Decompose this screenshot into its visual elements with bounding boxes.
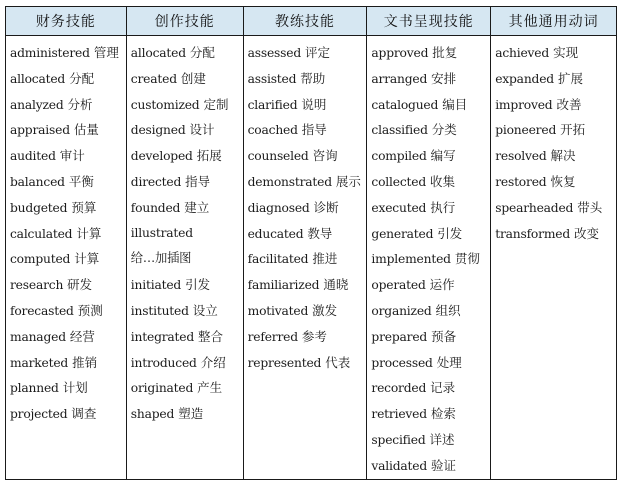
list-item: [371, 40, 490, 66]
english-verb: educated: [247, 226, 304, 241]
list-item: [248, 117, 367, 143]
chinese-translation: 贯彻: [454, 251, 480, 267]
chinese-translation: 帮助: [300, 70, 326, 86]
english-verb: calculated: [10, 226, 73, 241]
english-verb: counseled: [247, 149, 309, 164]
skills-verb-table: [5, 6, 617, 480]
column-financial-skills: [6, 36, 127, 479]
english-verb: illustrated: [130, 225, 193, 240]
english-verb: classified: [371, 123, 428, 138]
list-item: [248, 40, 367, 66]
chinese-translation: 评定: [305, 45, 331, 60]
list-item: [371, 169, 490, 195]
chinese-translation: 定制: [203, 96, 229, 112]
english-verb: restored: [495, 174, 547, 189]
chinese-translation: 推进: [312, 251, 338, 267]
english-verb: organized: [371, 303, 432, 318]
chinese-translation: 激发: [312, 302, 338, 318]
english-verb: initiated: [130, 278, 182, 293]
list-item: [371, 246, 490, 272]
list-item: [371, 401, 490, 427]
list-item: [131, 66, 243, 92]
english-verb: created: [130, 71, 177, 86]
english-verb: forecasted: [10, 303, 74, 318]
chinese-translation: 创建: [180, 70, 206, 86]
chinese-translation: 收集: [430, 173, 456, 189]
list-item: [131, 221, 243, 247]
list-item: [495, 195, 616, 221]
table-body-row: [6, 36, 616, 479]
english-verb: improved: [495, 97, 553, 112]
english-verb: retrieved: [371, 407, 427, 422]
list-item: [248, 246, 367, 272]
chinese-translation: 设立: [192, 302, 218, 318]
english-verb: marketed: [10, 355, 69, 370]
chinese-translation: 详述: [429, 431, 455, 447]
english-verb: generated: [371, 226, 434, 241]
chinese-translation: 经营: [69, 328, 95, 344]
chinese-translation: 编写: [430, 148, 456, 164]
chinese-translation: 研发: [67, 277, 93, 293]
chinese-translation: 指导: [185, 173, 211, 189]
chinese-translation: 编目: [442, 96, 468, 112]
list-item: [131, 246, 243, 272]
chinese-translation: 计划: [62, 380, 88, 396]
chinese-translation: 实现: [553, 45, 579, 60]
chinese-translation: 建立: [184, 199, 210, 215]
list-item: [248, 66, 367, 92]
chinese-translation: 拓展: [196, 148, 222, 164]
list-item: [10, 375, 126, 401]
english-verb: compiled: [371, 149, 427, 164]
list-item: [131, 40, 243, 66]
list-item: [371, 221, 490, 247]
chinese-translation: 审计: [59, 148, 85, 164]
list-item: [131, 169, 243, 195]
chinese-translation: 调查: [71, 406, 97, 422]
column-creative-skills: [127, 36, 244, 479]
list-item: [10, 40, 126, 66]
chinese-translation: 教导: [307, 225, 333, 241]
chinese-translation: 塑造: [178, 406, 204, 422]
english-verb: coached: [247, 123, 298, 138]
list-item: [10, 92, 126, 118]
english-verb: motivated: [247, 303, 309, 318]
chinese-translation: 分配: [69, 70, 95, 86]
chinese-translation: 带头: [577, 199, 603, 215]
english-verb: developed: [130, 149, 193, 164]
english-verb: diagnosed: [247, 200, 310, 215]
list-item: [131, 143, 243, 169]
chinese-translation: 安排: [431, 70, 457, 86]
english-verb: instituted: [130, 303, 189, 318]
english-verb: allocated: [10, 71, 66, 86]
english-verb: designed: [130, 123, 186, 138]
chinese-translation: 引发: [437, 225, 463, 241]
list-item: [495, 169, 616, 195]
english-verb: audited: [10, 149, 56, 164]
english-verb: founded: [130, 200, 181, 215]
chinese-translation: 改变: [574, 225, 600, 241]
chinese-translation: 平衡: [68, 173, 94, 189]
english-verb: resolved: [495, 149, 547, 164]
column-clerical-skills: [367, 36, 491, 479]
list-item: [371, 92, 490, 118]
chinese-translation: 设计: [189, 122, 215, 138]
english-verb: clarified: [247, 97, 298, 112]
english-verb: directed: [130, 174, 182, 189]
list-item: [131, 117, 243, 143]
list-item: [371, 453, 490, 479]
chinese-translation: 产生: [197, 380, 223, 396]
list-item: [371, 66, 490, 92]
english-verb: managed: [10, 329, 66, 344]
english-verb: appraised: [10, 123, 70, 138]
table-header-row: [6, 7, 616, 36]
english-verb: referred: [247, 329, 298, 344]
list-item: [495, 66, 616, 92]
list-item: [10, 143, 126, 169]
chinese-translation: 分类: [431, 122, 457, 138]
english-verb: specified: [371, 432, 426, 447]
chinese-translation: 诊断: [313, 199, 339, 215]
english-verb: spearheaded: [495, 200, 574, 215]
list-item: [10, 324, 126, 350]
column-general-verbs: [491, 36, 616, 479]
english-verb: shaped: [130, 407, 175, 422]
chinese-translation: 改善: [556, 96, 582, 112]
list-item: [371, 143, 490, 169]
list-item: [248, 143, 367, 169]
english-verb: projected: [10, 407, 68, 422]
list-item: [371, 298, 490, 324]
chinese-translation: 开拓: [560, 122, 586, 138]
list-item: [371, 324, 490, 350]
list-item: [131, 324, 243, 350]
chinese-translation: 管理: [93, 45, 119, 60]
english-verb: prepared: [371, 329, 428, 344]
list-item: [495, 40, 616, 66]
english-verb: catalogued: [371, 97, 439, 112]
list-item: [10, 272, 126, 298]
header-clerical-skills: 文书呈现技能: [367, 7, 491, 35]
list-item: [248, 92, 367, 118]
chinese-translation: 解决: [550, 148, 576, 164]
chinese-translation: 检索: [430, 406, 456, 422]
list-item: [371, 272, 490, 298]
english-verb: transformed: [495, 226, 571, 241]
english-verb: implemented: [371, 252, 451, 267]
chinese-translation: 运作: [429, 277, 455, 293]
english-verb: executed: [371, 200, 427, 215]
english-verb: administered: [10, 46, 90, 60]
list-item: [10, 298, 126, 324]
english-verb: demonstrated: [247, 174, 332, 189]
english-verb: customized: [130, 97, 200, 112]
english-verb: operated: [371, 278, 426, 293]
list-item: [248, 169, 367, 195]
chinese-translation: 整合: [198, 328, 224, 344]
list-item: [248, 324, 367, 350]
list-item: [495, 221, 616, 247]
header-coaching-skills: 教练技能: [244, 7, 368, 35]
english-verb: achieved: [495, 46, 550, 60]
list-item: [131, 298, 243, 324]
list-item: [131, 350, 243, 376]
column-coaching-skills: [244, 36, 368, 479]
english-verb: budgeted: [10, 200, 68, 215]
chinese-translation: 指导: [301, 122, 327, 138]
list-item: [248, 350, 367, 376]
chinese-translation: 通晓: [323, 277, 349, 293]
chinese-translation: 咨询: [312, 148, 338, 164]
header-financial-skills: 财务技能: [6, 7, 127, 35]
chinese-translation: 记录: [430, 380, 456, 396]
chinese-translation: 预测: [77, 302, 103, 318]
chinese-translation: 说明: [301, 96, 327, 112]
english-verb: allocated: [130, 46, 186, 60]
list-item: [371, 195, 490, 221]
english-verb: originated: [130, 381, 194, 396]
chinese-translation: 引发: [185, 277, 211, 293]
english-verb: research: [10, 278, 64, 293]
english-verb: familiarized: [247, 278, 320, 293]
english-verb: planned: [10, 381, 59, 396]
chinese-translation: 预算: [71, 199, 97, 215]
list-item: [248, 195, 367, 221]
header-general-verbs: 其他通用动词: [508, 14, 599, 30]
chinese-translation: 推销: [72, 354, 98, 370]
list-item: [495, 143, 616, 169]
english-verb: facilitated: [247, 252, 309, 267]
chinese-translation: 展示: [335, 173, 361, 189]
list-item: [10, 117, 126, 143]
english-verb: assisted: [247, 71, 297, 86]
list-item: [371, 117, 490, 143]
english-verb: collected: [371, 174, 427, 189]
list-item: [248, 272, 367, 298]
list-item: [371, 350, 490, 376]
list-item: [10, 350, 126, 376]
english-verb: approved: [371, 46, 429, 60]
list-item: [495, 117, 616, 143]
list-item: [131, 401, 243, 427]
english-verb: 给…加插图: [130, 251, 192, 266]
chinese-translation: 分配: [189, 45, 215, 60]
list-item: [248, 298, 367, 324]
chinese-translation: 组织: [435, 302, 461, 318]
english-verb: arranged: [371, 71, 428, 86]
chinese-translation: 验证: [431, 457, 457, 473]
header-creative-skills: 创作技能: [127, 7, 244, 35]
chinese-translation: 计算: [74, 251, 100, 267]
chinese-translation: 介绍: [200, 354, 226, 370]
english-verb: represented: [247, 355, 322, 370]
english-verb: assessed: [247, 46, 302, 60]
english-verb: validated: [371, 458, 428, 473]
list-item: [131, 92, 243, 118]
english-verb: balanced: [10, 174, 65, 189]
chinese-translation: 估量: [73, 122, 99, 138]
chinese-translation: 执行: [430, 199, 456, 215]
chinese-translation: 批复: [432, 45, 458, 60]
list-item: [131, 195, 243, 221]
english-verb: introduced: [130, 355, 197, 370]
chinese-translation: 参考: [301, 328, 327, 344]
list-item: [495, 92, 616, 118]
chinese-translation: 恢复: [550, 173, 576, 189]
chinese-translation: 扩展: [557, 70, 583, 86]
english-verb: computed: [10, 252, 71, 267]
list-item: [10, 246, 126, 272]
list-item: [131, 375, 243, 401]
english-verb: analyzed: [10, 97, 64, 112]
english-verb: pioneered: [495, 123, 557, 138]
list-item: [10, 221, 126, 247]
chinese-translation: 计算: [76, 225, 102, 241]
chinese-translation: 预备: [431, 328, 457, 344]
english-verb: recorded: [371, 381, 427, 396]
list-item: [10, 66, 126, 92]
english-verb: expanded: [495, 71, 554, 86]
list-item: [371, 375, 490, 401]
list-item: [10, 401, 126, 427]
chinese-translation: 处理: [436, 354, 462, 370]
english-verb: integrated: [130, 329, 195, 344]
list-item: [371, 427, 490, 453]
chinese-translation: 代表: [325, 354, 351, 370]
list-item: [10, 195, 126, 221]
list-item: [248, 221, 367, 247]
chinese-translation: 分析: [67, 96, 93, 112]
list-item: [10, 169, 126, 195]
english-verb: processed: [371, 355, 433, 370]
list-item: [131, 272, 243, 298]
